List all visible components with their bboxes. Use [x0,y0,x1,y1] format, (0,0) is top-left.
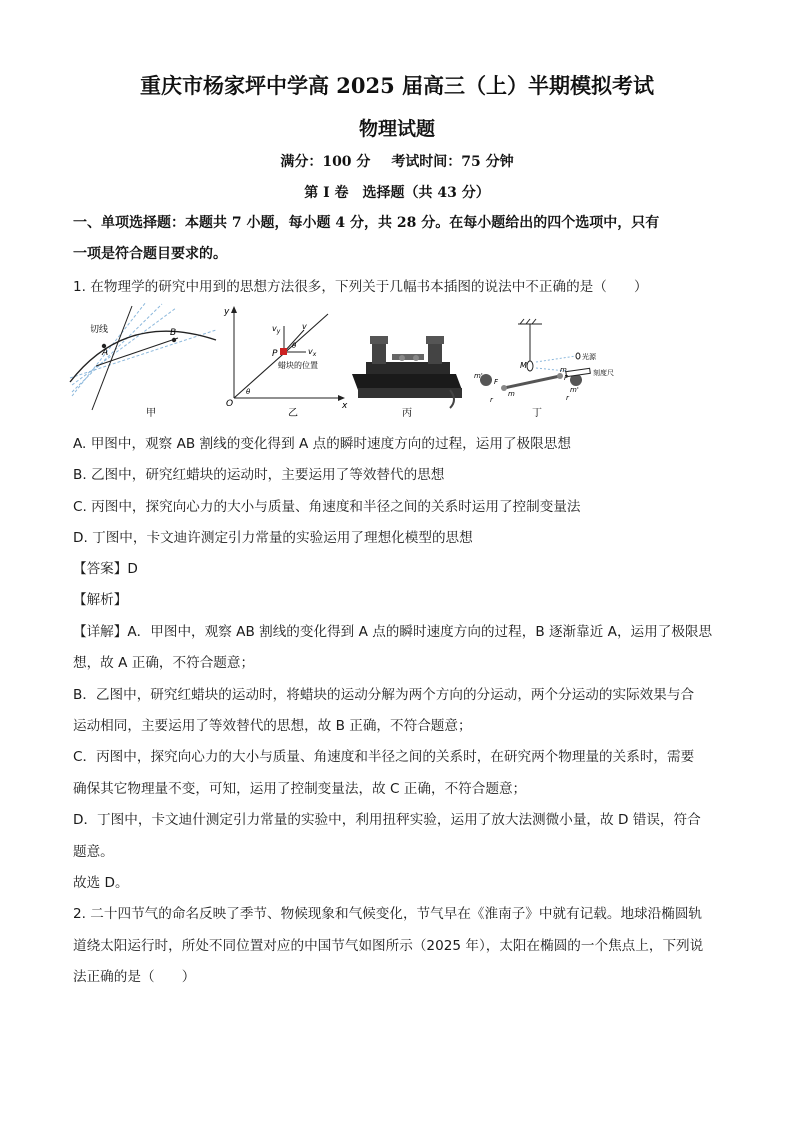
fig-ding-m-label: M [520,361,527,370]
analysis-tag: 【解析】 [73,592,128,608]
full-score: 满分：100 分 [280,154,371,170]
detail-line-1 [73,620,712,640]
figure-bing [352,336,462,419]
fig-ding-r-left: r [490,396,493,404]
fig-jia-caption: 甲 [146,408,156,419]
fig-ding-ruler: 刻度尺 [593,369,614,377]
answer-tag: 【答案】 [73,561,128,577]
exam-meta [0,151,794,171]
fig-ding-light: 光源 [582,353,596,361]
option-d: D. 丁图中，卡文迪许测定引力常量的实验运用了理想化模型的思想 [73,530,473,546]
part-heading: 第 I 卷 选择题（共 43 分） [304,185,490,201]
fig-jia-tangent-label: 切线 [90,325,109,335]
figure-ding [474,319,614,419]
fig-yi-theta2: θ [246,388,251,396]
fig-yi-vx: $v_x$ [308,347,317,358]
fig-yi-wax-label: 蜡块的位置 [278,361,318,370]
figure-yi [223,306,348,419]
fig-ding-caption: 丁 [532,408,542,419]
fig-jia-point-b: B [170,328,177,338]
question-2-line-3: 法正确的是（ ） [73,969,196,985]
fig-yi-origin: O [226,399,234,409]
fig-yi-theta1: θ [292,342,297,350]
fig-yi-y-axis: y [224,307,230,317]
fig-ding-msmall-right: m [560,366,567,374]
answer-value: D [127,561,138,577]
fig-ding-mbig-left: m' [474,372,483,380]
detail-line-9: 故选 D。 [73,875,129,891]
fig-ding-r-right: r [566,394,569,402]
detail-text-1: A．甲图中，观察 AB 割线的变化得到 A 点的瞬时速度方向的过程，B 逐渐靠近 A，运用了极限思 [127,624,713,640]
figure-jia [70,302,216,419]
exam-time: 考试时间：75 分钟 [391,154,514,170]
detail-line-5: C．丙图中，探究向心力的大小与质量、角速度和半径之间的关系时，在研究两个物理量的关系时，需要 [73,749,695,765]
question-2-line-2: 道绕太阳运行时，所处不同位置对应的中国节气如图所示（2025 年），太阳在椭圆的一个焦点上，下列说 [73,938,704,954]
option-b: B. 乙图中，研究红蜡块的运动时，主要运用了等效替代的思想 [73,467,445,483]
fig-ding-f-left: F [494,378,499,386]
fig-yi-point-p: P [272,349,278,359]
option-a: A. 甲图中，观察 AB 割线的变化得到 A 点的瞬时速度方向的过程，运用了极限思想 [73,436,571,452]
fig-yi-x-axis: x [342,401,348,411]
detail-tag: 【详解】 [73,624,128,640]
exam-title: 重庆市杨家坪中学高 2025 届高三（上）半期模拟考试 [139,73,655,98]
detail-line-6: 确保其它物理量不变，可知，运用了控制变量法，故 C 正确，不符合题意； [73,781,527,797]
section-heading-line1: 一、单项选择题：本题共 7 小题，每小题 4 分，共 28 分。在每小题给出的四个选项中，只有 [73,215,660,231]
detail-line-7: D．丁图中，卡文迪什测定引力常量的实验中，利用扭秤实验，运用了放大法测微小量，故 D 错误，符合 [73,812,701,828]
question-1-figures [66,300,726,422]
detail-line-2: 想，故 A 正确，不符合题意； [73,655,255,671]
answer-line [73,557,138,577]
exam-subtitle: 物理试题 [358,118,435,140]
question-2-line-1: 2. 二十四节气的命名反映了季节、物候现象和气候变化，节气早在《淮南子》中就有记载。地球沿椭圆轨 [73,906,703,922]
detail-line-8: 题意。 [73,844,114,860]
fig-yi-caption: 乙 [288,408,298,419]
fig-bing-caption: 丙 [402,408,412,419]
fig-ding-msmall-left: m [508,390,515,398]
section-heading-line2: 一项是符合题目要求的。 [73,246,227,262]
fig-jia-point-a: A [102,348,109,358]
question-1-stem: 1. 在物理学的研究中用到的思想方法很多，下列关于几幅书本插图的说法中不正确的是（ ） [73,279,648,295]
fig-yi-v: v [302,322,307,331]
option-c: C. 丙图中，探究向心力的大小与质量、角速度和半径之间的关系时运用了控制变量法 [73,499,581,515]
fig-yi-vy: $v_y$ [272,324,281,335]
fig-ding-mbig-right: m' [570,386,579,394]
detail-line-3: B．乙图中，研究红蜡块的运动时，将蜡块的运动分解为两个方向的分运动，两个分运动的实际效果与合 [73,687,695,703]
fig-ding-f-right: F [564,374,569,382]
detail-line-4: 运动相同，主要运用了等效替代的思想，故 B 正确，不符合题意； [73,718,472,734]
